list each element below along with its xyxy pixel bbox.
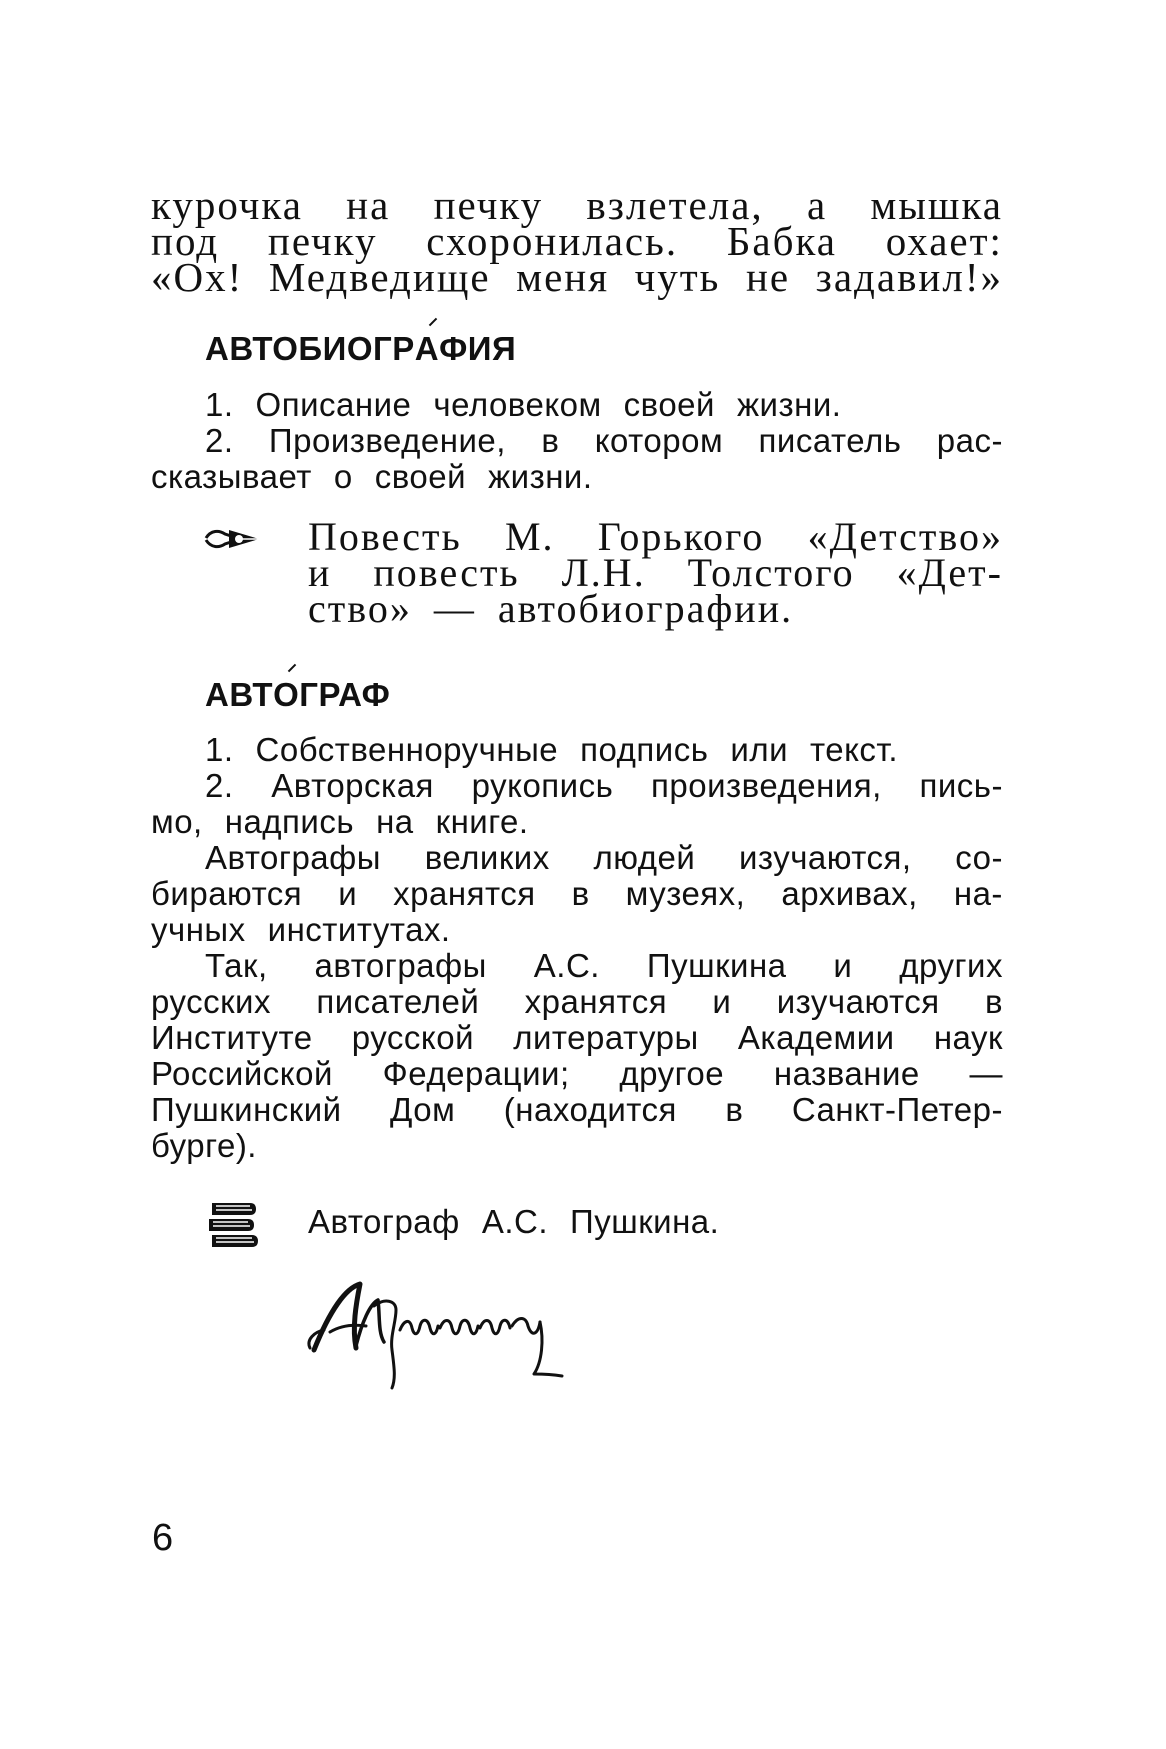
word: Медведище — [268, 254, 491, 300]
word: пись- — [919, 767, 1003, 804]
word: книге. — [435, 803, 529, 840]
intro-line-3 — [151, 254, 1003, 300]
word: и — [308, 550, 332, 595]
def-line — [151, 910, 1003, 950]
entry-heading-autograph: АВТОГРАФ — [205, 676, 391, 713]
word: рукопись — [471, 767, 614, 804]
word: Российской — [151, 1055, 333, 1092]
word: Бабка — [726, 218, 837, 264]
word: Так, — [205, 947, 268, 984]
word: другое — [619, 1055, 725, 1092]
books-stack-icon — [206, 1197, 262, 1257]
word: архивах, — [781, 875, 918, 912]
def-line — [151, 1018, 1003, 1058]
word: произведения, — [651, 767, 882, 804]
word: 1. — [205, 731, 234, 768]
word: или — [730, 731, 789, 768]
word: Повесть — [308, 514, 462, 559]
word: Дом — [390, 1091, 456, 1128]
word: задавил!» — [815, 254, 1003, 300]
word: в — [984, 983, 1003, 1020]
def-line — [151, 874, 1003, 914]
word: Институте — [151, 1019, 313, 1056]
word: на — [346, 182, 391, 228]
word: сказывает — [151, 458, 312, 495]
word: институтах. — [267, 911, 451, 948]
def-line — [151, 802, 1003, 842]
def-line — [205, 766, 1003, 806]
pushkin-signature — [300, 1270, 600, 1400]
word: «Дет- — [896, 550, 1003, 595]
word: котором — [594, 422, 724, 459]
word: и — [833, 947, 853, 984]
word: печку — [267, 218, 378, 264]
word: изучаются, — [739, 839, 912, 876]
word: под — [151, 218, 220, 264]
word: русской — [351, 1019, 475, 1056]
word: своей — [374, 458, 467, 495]
word: ство» — [308, 586, 412, 631]
def-line — [205, 730, 1003, 770]
word: чуть — [634, 254, 721, 300]
word: А.С. — [481, 1203, 548, 1240]
word: текст. — [810, 731, 899, 768]
word: не — [745, 254, 791, 300]
word: меня — [516, 254, 610, 300]
word: своей — [623, 386, 715, 423]
word: людей — [593, 839, 696, 876]
word: Пушкина. — [570, 1203, 720, 1240]
word: надпись — [224, 803, 355, 840]
def-line — [151, 1126, 1003, 1166]
word: жизни. — [736, 386, 842, 423]
word: — — [969, 1055, 1003, 1092]
word: 1. — [205, 386, 234, 423]
illustration-caption — [308, 1202, 1003, 1242]
word: Автографы — [205, 839, 382, 876]
word: — — [433, 586, 476, 631]
word: 2. — [205, 767, 234, 804]
word: охает: — [885, 218, 1003, 264]
word: человеком — [433, 386, 602, 423]
word: Автограф — [308, 1203, 460, 1240]
word: Академии — [737, 1019, 895, 1056]
def-line — [205, 838, 1003, 878]
def-line — [205, 421, 1003, 461]
word: русских — [151, 983, 271, 1020]
word: М. — [504, 514, 555, 559]
word: писателей — [316, 983, 480, 1020]
word: литературы — [513, 1019, 699, 1056]
entry-heading-autobiography: АВТОБИОГРАФИЯ — [205, 330, 517, 367]
word: мышка — [870, 182, 1003, 228]
word: Толстого — [687, 550, 855, 595]
word: повесть — [373, 550, 520, 595]
word: бурге). — [151, 1127, 257, 1164]
word: автобиографии. — [497, 586, 794, 631]
word: наук — [933, 1019, 1003, 1056]
word: на- — [953, 875, 1003, 912]
word: жизни. — [488, 458, 593, 495]
word: 2. — [205, 422, 234, 459]
word: название — [773, 1055, 920, 1092]
word: бираются — [151, 875, 303, 912]
def-line — [205, 385, 1003, 425]
word: великих — [424, 839, 550, 876]
word: Собственноручные — [255, 731, 559, 768]
word: в — [571, 875, 590, 912]
word: мо, — [151, 803, 203, 840]
word: со- — [955, 839, 1003, 876]
def-line — [151, 982, 1003, 1022]
word: писатель — [758, 422, 902, 459]
page-number: 6 — [152, 1517, 174, 1559]
def-line — [205, 946, 1003, 986]
word: Пушкина — [646, 947, 787, 984]
word: подпись — [580, 731, 709, 768]
word: печку — [433, 182, 544, 228]
word: Описание — [255, 386, 412, 423]
def-line — [151, 1090, 1003, 1130]
word: учных — [151, 911, 246, 948]
word: на — [376, 803, 414, 840]
word: Л.Н. — [561, 550, 646, 595]
word: в — [725, 1091, 744, 1128]
word: А.С. — [533, 947, 600, 984]
word: а — [806, 182, 828, 228]
word: схоронилась. — [426, 218, 679, 264]
word: Авторская — [271, 767, 434, 804]
pen-nib-icon — [203, 524, 261, 554]
word: других — [899, 947, 1003, 984]
word: Произведение, — [268, 422, 506, 459]
word: и — [338, 875, 358, 912]
word: автографы — [314, 947, 487, 984]
word: хранятся — [393, 875, 536, 912]
word: хранятся — [524, 983, 668, 1020]
word: музеях, — [625, 875, 746, 912]
word: Пушкинский — [151, 1091, 342, 1128]
word: курочка — [151, 182, 303, 228]
word: и — [712, 983, 732, 1020]
word: рас- — [936, 422, 1003, 459]
word: в — [541, 422, 560, 459]
word: о — [333, 458, 353, 495]
word: изучаются — [776, 983, 940, 1020]
example-line — [308, 586, 1003, 631]
word: Горького — [597, 514, 765, 559]
word: Федерации; — [382, 1055, 570, 1092]
def-line — [151, 457, 1003, 497]
word: «Детство» — [807, 514, 1003, 559]
word: Санкт-Петер- — [791, 1091, 1003, 1128]
word: взлетела, — [586, 182, 764, 228]
def-line — [151, 1054, 1003, 1094]
word: «Ох! — [151, 254, 244, 300]
word: (находится — [503, 1091, 677, 1128]
